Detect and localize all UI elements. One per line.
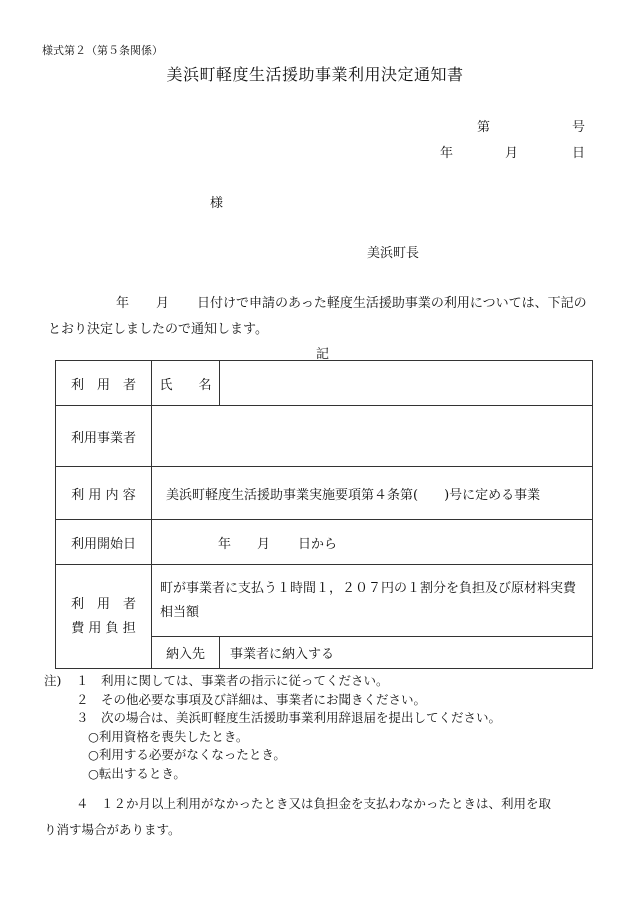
burden-row — [56, 565, 593, 637]
document-title: 美浜町軽度生活援助事業利用決定通知書 — [166, 65, 464, 84]
note-3b: ○利用する必要がなくなったとき。 — [88, 747, 286, 762]
content-row — [56, 467, 593, 520]
document-number-suffix: 号 — [572, 120, 586, 135]
note-1-row — [44, 672, 551, 691]
payee-value: 事業者に納入する — [220, 637, 593, 669]
burden-label-line2: 費 用 負 担 — [71, 620, 136, 636]
name-label: 氏 名 — [152, 361, 220, 406]
provider-label: 利用事業者 — [56, 406, 152, 467]
burden-line-2: 相当額 — [160, 604, 200, 620]
issue-date-year: 年 — [440, 146, 454, 161]
burden-label-line1: 利 用 者 — [70, 596, 136, 612]
issue-date-day: 日 — [572, 146, 586, 161]
provider-row — [56, 406, 593, 467]
user-row — [56, 361, 593, 406]
note-1: １ 利用に関しては、事業者の指示に従ってください。 — [76, 673, 389, 688]
ki-heading: 記 — [316, 347, 330, 362]
start-row — [56, 520, 593, 565]
name-value — [220, 361, 593, 406]
start-label: 利用開始日 — [56, 520, 152, 565]
note-3: ３ 次の場合は、美浜町軽度生活援助事業利用辞退届を提出してください。 — [76, 710, 502, 725]
content-label: 利 用 内 容 — [56, 467, 152, 520]
body-month: 月 — [156, 296, 170, 311]
notes-section — [44, 672, 551, 843]
body-line-1 — [48, 292, 587, 311]
form-number: 様式第２（第５条関係） — [42, 44, 163, 57]
note-3c: ○転出するとき。 — [88, 765, 186, 781]
issue-date-month: 月 — [505, 146, 519, 161]
note-4-line2: り消す場合があります。 — [44, 822, 181, 837]
burden-line-1: 町が事業者に支払う１時間１，２０７円の１割分を負担及び原材料実費 — [160, 580, 577, 596]
issuer-name: 美浜町長 — [367, 246, 420, 261]
decision-table — [55, 360, 593, 669]
note-4-line1: ４ １２か月以上利用がなかったとき又は負担金を支払わなかったときは、利用を取 — [76, 796, 552, 811]
recipient-honorific: 様 — [210, 196, 224, 211]
payee-label: 納入先 — [152, 637, 220, 669]
start-month: 月 — [257, 536, 271, 552]
provider-value — [152, 406, 593, 467]
note-3a: ○利用資格を喪失したとき。 — [88, 728, 249, 744]
body-year: 年 — [116, 296, 130, 311]
body-text: 日付けで申請のあった軽度生活援助事業の利用については、下記の — [197, 296, 587, 311]
body-line-2: とおり決定しましたので通知します。 — [48, 322, 268, 337]
burden-label — [56, 565, 152, 669]
start-day: 日から — [298, 536, 338, 552]
user-label: 利 用 者 — [56, 361, 152, 406]
note-2: ２ その他必要な事項及び詳細は、事業者にお聞きください。 — [76, 691, 427, 707]
burden-value — [152, 565, 593, 637]
notes-prefix: 注) — [44, 673, 62, 688]
content-value: 美浜町軽度生活援助事業実施要項第４条第( )号に定める事業 — [152, 467, 593, 520]
start-year: 年 — [218, 536, 232, 552]
document-number-prefix: 第 — [477, 120, 491, 135]
start-value — [152, 520, 593, 565]
